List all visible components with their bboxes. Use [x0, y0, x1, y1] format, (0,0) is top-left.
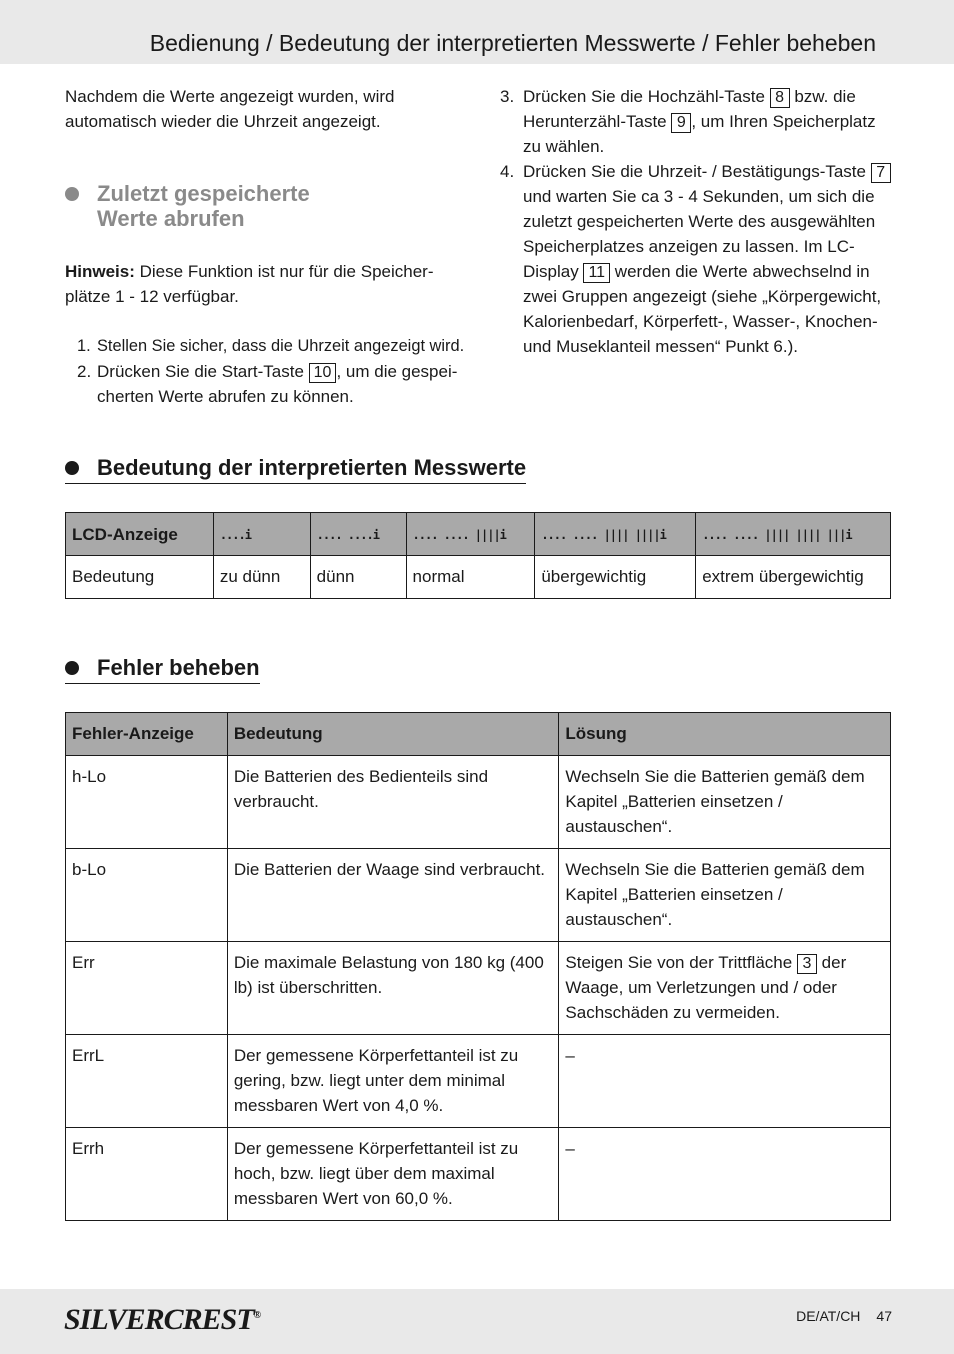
error-solution-cell: –: [559, 1035, 891, 1128]
table-row: [66, 942, 891, 1035]
lcd-bars-cell: [406, 513, 535, 556]
error-meaning-cell: Der gemessene Körperfettanteil ist zu gering, bzw. liegt unter dem minimal messbaren Wert von 4,0 %.: [227, 1035, 559, 1128]
step-text: Stellen Sie sicher, dass die Uhrzeit angezeigt wird.: [97, 337, 465, 355]
header-cell-lcd: LCD-Anzeige: [66, 513, 214, 556]
meaning-cell: dünn: [310, 556, 406, 599]
page-info: [796, 1304, 892, 1329]
solution-text-pre: Steigen Sie von der Trittfläche: [565, 953, 797, 972]
key-reference-box: 11: [583, 263, 610, 283]
error-code-cell: Err: [66, 942, 228, 1035]
note-text: Diese Funktion ist nur für die Speicher-plätze 1 - 12 verfügbar.: [65, 262, 434, 306]
step-text-pre: Drücken Sie die Start-Taste: [97, 362, 309, 381]
registered-mark: ®: [253, 1310, 261, 1321]
step-text-pre: Drücken Sie die Uhrzeit- / Bestätigungs-Taste: [523, 162, 871, 181]
locale-label: DE/AT/CH: [796, 1308, 861, 1324]
left-column: [65, 84, 465, 409]
subheading-line-2: Werte abrufen: [97, 206, 245, 231]
bullet-dot-icon: [65, 461, 79, 475]
error-meaning-cell: Die maximale Belastung von 180 kg (400 lb) ist überschritten.: [227, 942, 559, 1035]
error-meaning-cell: Die Batterien des Bedienteils sind verbraucht.: [227, 756, 559, 849]
error-meaning-cell: Der gemessene Körperfettanteil ist zu hoch, bzw. liegt über dem maximal messbaren Wert von 60,0 %.: [227, 1128, 559, 1221]
step-number: 4.: [500, 162, 515, 181]
step-3: [500, 84, 892, 159]
header-cell: Bedeutung: [227, 713, 559, 756]
table-row: [66, 756, 891, 849]
key-reference-box: 8: [770, 88, 790, 108]
subheading-recall: [65, 181, 465, 231]
step-text-mid: bzw. die Herunterzähl-Taste: [523, 87, 856, 131]
subheading-line-1: Zuletzt gespeicherte: [97, 181, 310, 206]
error-meaning-cell: Die Batterien der Waage sind verbraucht.: [227, 849, 559, 942]
step-text-pre: Drücken Sie die Hochzähl-Taste: [523, 87, 770, 106]
step-number: 2.: [77, 362, 92, 381]
step-number: 3.: [500, 87, 515, 106]
step-text-mid: und warten Sie ca 3 - 4 Sekunden, um sich die zuletzt gespeicherten Werte des ausgewählten Speicherplatzes anzeigen zu lassen. Im LC-Display: [523, 187, 876, 281]
table-header-row: [66, 513, 891, 556]
step-text-post: , um die gespei-cherten Werte abrufen zu können.: [97, 362, 458, 406]
brand-name: SILVERCREST: [64, 1303, 254, 1336]
row-label-cell: Bedeutung: [66, 556, 214, 599]
header-cell: Fehler-Anzeige: [66, 713, 228, 756]
error-code-cell: ErrL: [66, 1035, 228, 1128]
lcd-bars-icon: .... .... |||| ||||i: [541, 527, 666, 542]
lcd-bars-cell: [535, 513, 696, 556]
error-solution-cell: [559, 942, 891, 1035]
error-code-cell: h-Lo: [66, 756, 228, 849]
meaning-cell: zu dünn: [213, 556, 310, 599]
step-text-post: , um Ihren Speicherplatz zu wählen.: [523, 112, 876, 156]
lcd-bars-icon: ....i: [219, 527, 251, 542]
lcd-bars-icon: .... ....i: [316, 527, 379, 542]
error-solution-cell: Wechseln Sie die Batterien gemäß dem Kapitel „Batterien einsetzen / austauschen“.: [559, 756, 891, 849]
step-4: [500, 159, 892, 359]
lcd-bars-icon: .... .... ||||i: [412, 527, 506, 542]
step-1: [65, 334, 465, 359]
key-reference-box: 10: [309, 363, 337, 383]
table-row: [66, 1035, 891, 1128]
step-2: [65, 359, 465, 409]
error-code-cell: Errh: [66, 1128, 228, 1221]
table-header-row: [66, 713, 891, 756]
steps-list-right: [500, 84, 892, 359]
key-reference-box: 7: [871, 163, 891, 183]
key-reference-box: 9: [671, 113, 691, 133]
section-heading-text: Bedeutung der interpretierten Messwerte: [97, 455, 527, 480]
lcd-bars-cell: [696, 513, 891, 556]
error-solution-cell: Wechseln Sie die Batterien gemäß dem Kapitel „Batterien einsetzen / austauschen“.: [559, 849, 891, 942]
lcd-bars-cell: [213, 513, 310, 556]
section-heading-errors: [65, 655, 260, 684]
intro-text: Nachdem die Werte angezeigt wurden, wird automatisch wieder die Uhrzeit angezeigt.: [65, 87, 395, 131]
page-title: Bedienung / Bedeutung der interpretierten Messwerte / Fehler beheben: [149, 30, 876, 56]
bullet-dot-icon: [65, 661, 79, 675]
section-heading-text: Fehler beheben: [97, 655, 260, 680]
lcd-bars-cell: [310, 513, 406, 556]
meaning-cell: übergewichtig: [535, 556, 696, 599]
step-number: 1.: [77, 337, 91, 355]
meaning-cell: normal: [406, 556, 535, 599]
steps-list-left: [65, 334, 465, 409]
meaning-cell: extrem übergewichtig: [696, 556, 891, 599]
right-column: [500, 84, 892, 359]
error-table: [65, 712, 891, 1221]
section-heading-meaning: [65, 455, 526, 484]
note-label: Hinweis:: [65, 262, 135, 281]
table-row: [66, 556, 891, 599]
note: [65, 259, 465, 309]
table-row: [66, 849, 891, 942]
error-code-cell: b-Lo: [66, 849, 228, 942]
table-row: [66, 1128, 891, 1221]
error-solution-cell: –: [559, 1128, 891, 1221]
bullet-dot-icon: [65, 187, 79, 201]
solution-text-post: der Waage, um Verletzungen und / oder Sachschäden zu vermeiden.: [565, 953, 847, 1022]
brand-logo: [64, 1296, 260, 1340]
lcd-bars-icon: .... .... |||| |||| |||i: [702, 527, 852, 542]
lcd-meaning-table: [65, 512, 891, 599]
key-reference-box: 3: [797, 954, 817, 974]
step-text-post: werden die Werte abwechselnd in zwei Gruppen angezeigt (siehe „Körpergewicht, Kalorienbedarf, Körperfett-, Wasser-, Knochen- und Museklanteil messen“ Punkt 6.).: [523, 262, 882, 356]
page-number: 47: [876, 1308, 892, 1324]
header-cell: Lösung: [559, 713, 891, 756]
